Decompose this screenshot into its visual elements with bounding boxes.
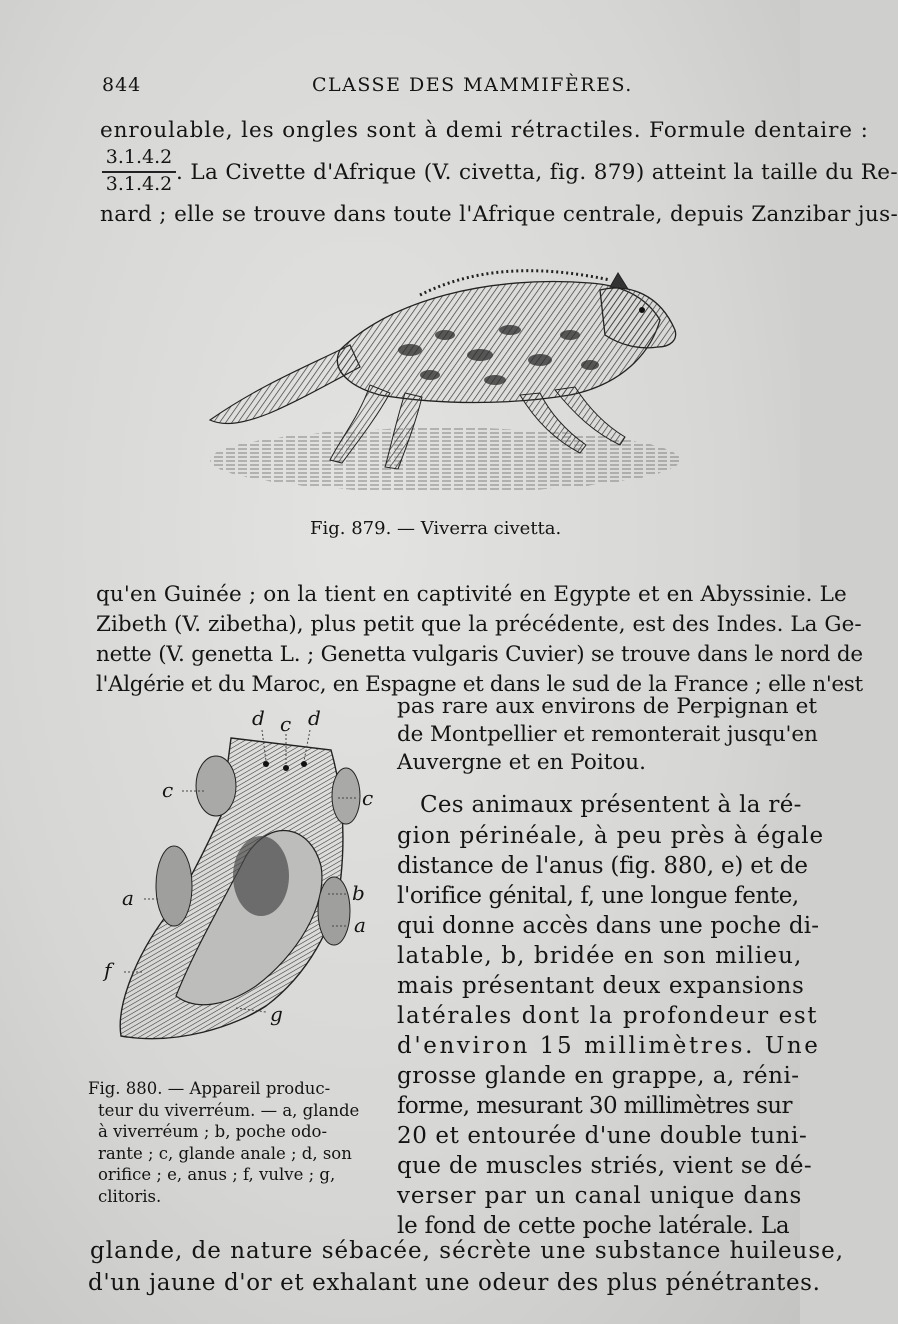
civet-illustration xyxy=(190,255,690,500)
text-line-1: enroulable, les ongles sont à demi rétractiles. Formule dentaire : xyxy=(100,118,869,143)
caption-line-1: Fig. 880. — Appareil produc- xyxy=(88,1079,331,1098)
right-line-7: l'orifice génital, f, une longue fente, xyxy=(397,883,799,909)
label-d-left: d xyxy=(252,706,265,730)
caption-line-5: orifice ; e, anus ; f, vulve ; g, xyxy=(98,1165,336,1184)
right-line-18: le fond de cette poche latérale. La xyxy=(397,1213,790,1239)
label-b: b xyxy=(352,881,365,905)
dental-formula xyxy=(100,146,178,198)
label-d-right: d xyxy=(308,706,321,730)
caption-line-4: rante ; c, glande anale ; d, son xyxy=(98,1143,352,1163)
right-line-4: Ces animaux présentent à la ré- xyxy=(420,792,802,818)
right-line-16: que de muscles striés, vient se dé- xyxy=(397,1153,813,1179)
running-title: CLASSE DES MAMMIFÈRES. xyxy=(312,74,633,96)
right-line-11: latérales dont la profondeur est xyxy=(397,1003,819,1029)
text-line-6: nette (V. genetta L. ; Genetta vulgaris Cuvier) se trouve dans le nord de xyxy=(96,642,863,667)
right-line-5: gion périnéale, à peu près à égale xyxy=(397,823,825,849)
right-line-9: latable, b, bridée en son milieu, xyxy=(397,943,803,969)
right-line-12: d'environ 15 millimètres. Une xyxy=(397,1033,821,1059)
figure-879-caption: Fig. 879. — Viverra civetta. xyxy=(310,518,562,539)
right-line-14: forme, mesurant 30 millimètres sur xyxy=(397,1093,792,1119)
label-c-top: c xyxy=(280,712,292,736)
label-a-right: a xyxy=(354,913,366,937)
right-line-17: verser par un canal unique dans xyxy=(397,1183,803,1209)
text-line-2: . La Civette d'Afrique (V. civetta, fig. 879) atteint la taille du Re- xyxy=(176,160,898,185)
caption-line-3: à viverréum ; b, poche odo- xyxy=(98,1122,328,1141)
text-line-3: nard ; elle se trouve dans toute l'Afrique centrale, depuis Zanzibar jus- xyxy=(100,202,898,227)
right-line-15: 20 et entourée d'une double tuni- xyxy=(397,1123,808,1149)
right-line-8: qui donne accès dans une poche di- xyxy=(397,913,820,939)
label-c-right: c xyxy=(362,786,374,810)
text-line-5: Zibeth (V. zibetha), plus petit que la précédente, est des Indes. La Ge- xyxy=(96,612,862,637)
formula-denominator: 3.1.4.2 xyxy=(105,173,173,195)
text-line-9: d'un jaune d'or et exhalant une odeur des plus pénétrantes. xyxy=(88,1270,821,1296)
page-number: 844 xyxy=(102,74,142,96)
text-line-8: glande, de nature sébacée, sécrète une substance huileuse, xyxy=(90,1238,845,1264)
viverreum-apparatus-illustration xyxy=(96,706,388,1078)
label-a-left: a xyxy=(122,886,134,910)
label-c-left: c xyxy=(162,778,174,802)
figure-880-caption xyxy=(88,1078,376,1207)
anatomy-drawing xyxy=(96,706,388,1078)
label-g: g xyxy=(270,1002,283,1026)
right-line-13: grosse glande en grappe, a, réni- xyxy=(397,1063,800,1089)
running-header xyxy=(102,74,752,104)
text-line-4: qu'en Guinée ; on la tient en captivité en Egypte et en Abyssinie. Le xyxy=(96,582,847,607)
right-line-3: Auvergne et en Poitou. xyxy=(397,750,646,775)
caption-line-6: clitoris. xyxy=(98,1186,162,1206)
right-line-2: de Montpellier et remonterait jusqu'en xyxy=(397,722,818,747)
right-line-10: mais présentant deux expansions xyxy=(397,973,805,999)
right-line-1: pas rare aux environs de Perpignan et xyxy=(397,694,818,719)
caption-line-2: teur du viverréum. — a, glande xyxy=(98,1100,360,1120)
formula-numerator: 3.1.4.2 xyxy=(105,146,173,168)
right-line-6: distance de l'anus (fig. 880, e) et de xyxy=(397,853,808,879)
label-f: f xyxy=(104,958,112,982)
text-line-7: l'Algérie et du Maroc, en Espagne et dans le sud de la France ; elle n'est xyxy=(96,672,863,697)
